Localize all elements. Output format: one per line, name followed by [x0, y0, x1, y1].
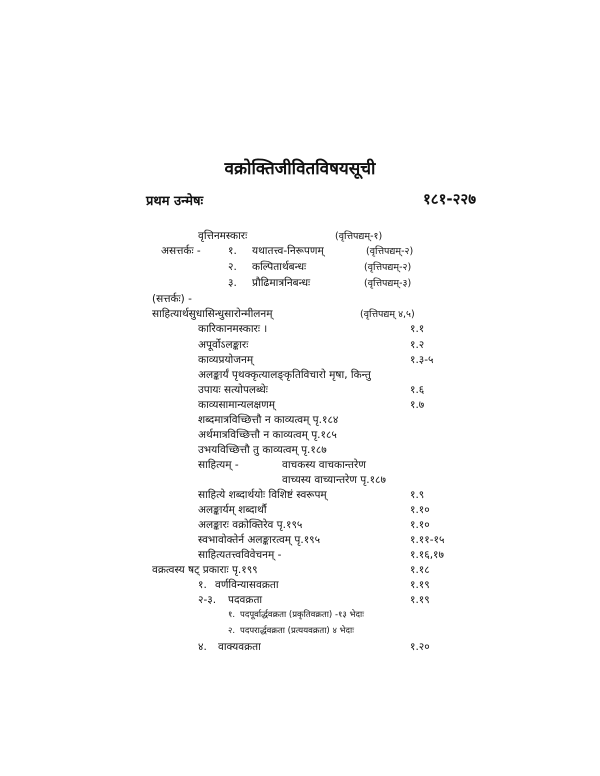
entry-text: अलङ्कार्यम् शब्दार्थौ [198, 504, 267, 516]
page-title: वक्रोक्तिजीवितविषयसूची [224, 159, 376, 179]
entry-ref: (वृत्तिपद्यम्-२) [366, 246, 414, 257]
entry-text: अर्थमात्रविच्छित्तौ न काव्यत्वम् पृ.१८५ [198, 429, 337, 441]
entry-ref: (वृत्तिपद्यम् ४,५) [360, 309, 415, 320]
entry-ref: १.१ [410, 323, 425, 335]
entry-text: वाच्यस्य वाच्यान्तरेण पृ.१८७ [282, 474, 386, 486]
entry-text: अपूर्वोऽलङ्कारः [198, 339, 249, 351]
entry-text: काव्यप्रयोजनम् [198, 354, 254, 366]
entry-num: ४. [198, 641, 207, 653]
entry-ref: १.७ [410, 399, 425, 411]
entry-label: असत्तर्कः - [161, 245, 201, 257]
entry-text: पदपरार्द्धवक्रता (प्रत्ययवक्रता) ४ भेदाः [240, 626, 354, 636]
entry-label: साहित्यम् - [198, 459, 239, 471]
entry-num: १. [228, 610, 236, 620]
entry-ref: (वृत्तिपद्यम्-१) [335, 231, 383, 242]
entry-ref: १.१९ [410, 594, 430, 606]
entry-num: १. [198, 579, 207, 591]
entry-ref: १.१० [410, 504, 430, 516]
entry-text: वाक्यवक्रता [218, 641, 261, 653]
entry-text: (सत्तर्कः) - [152, 293, 192, 305]
entry-text: साहित्यतत्त्वविवेचनम् - [198, 549, 282, 561]
entry-text: यथातत्त्व-निरूपणम् [252, 245, 324, 257]
entry-text: काव्यसामान्यलक्षणम् [198, 399, 275, 411]
section-name: प्रथम उन्मेषः [146, 194, 204, 209]
entry-text: वक्रत्वस्य षट् प्रकाराः पृ.१९९ [152, 564, 258, 576]
entry-ref: १.१६,१७ [410, 549, 444, 561]
entry-num: १. [228, 245, 237, 257]
entry-num: २. [228, 261, 237, 273]
entry-text: स्वभावोक्तेर्न अलङ्कारत्वम् पृ.१९५ [198, 534, 321, 546]
toc-line [198, 229, 247, 243]
entry-ref: (वृत्तिपद्यम्-२) [364, 262, 412, 273]
entry-ref: १.११-१५ [410, 534, 445, 546]
entry-ref: १.१९ [410, 579, 430, 591]
entry-ref: १.३-५ [410, 354, 434, 366]
entry-ref: १.२० [410, 641, 430, 653]
entry-ref: (वृत्तिपद्यम्-३) [364, 278, 412, 289]
entry-text: अलङ्कार्यं पृथक्कृत्यालङ्कृतिविचारो मृषा, किन्तु [198, 369, 371, 381]
entry-text: कारिकानमस्कारः । [198, 323, 268, 335]
entry-text: वाचकस्य वाचकान्तरेण [282, 459, 366, 471]
entry-ref: १.१० [410, 519, 430, 531]
entry-num: २-३. [198, 594, 217, 606]
entry-text: प्रौढिमात्रनिबन्धः [252, 277, 311, 289]
entry-text: अलङ्कारः वक्रोक्तिरेव पृ.१९५ [198, 519, 303, 531]
toc-line [161, 244, 201, 258]
entry-text: उभयविच्छित्तौ तु काव्यत्वम् पृ.१८७ [198, 444, 327, 456]
entry-ref: १.९ [410, 489, 425, 501]
section-heading [146, 191, 476, 211]
entry-text: वृत्तिनमस्कारः [198, 230, 248, 242]
entry-text: उपायः सत्योपलब्धेः [198, 384, 268, 396]
entry-num: ३. [228, 277, 237, 289]
entry-text: साहित्यार्थसुधासिन्धुसारोन्मीलनम् [152, 308, 273, 320]
entry-text: पदवक्रता [228, 594, 263, 606]
entry-ref: १.६ [410, 384, 425, 396]
entry-text: वर्णविन्यासवक्रता [215, 579, 279, 591]
section-page-range: १८१-२२७ [422, 190, 476, 208]
entry-text: पदपूर्वार्द्धवक्रता (प्रकृतिवक्रता) -१३ भेदाः [240, 610, 364, 620]
entry-ref: १.२ [410, 339, 425, 351]
entry-text: साहित्ये शब्दार्थयोः विशिष्टं स्वरूपम् [198, 489, 327, 501]
entry-text: कल्पितार्थबन्धः [252, 261, 307, 273]
entry-num: २. [228, 626, 236, 636]
entry-text: शब्दमात्रविच्छित्तौ न काव्यत्वम् पृ.१८४ [198, 414, 339, 426]
entry-ref: १.१८ [410, 564, 430, 576]
